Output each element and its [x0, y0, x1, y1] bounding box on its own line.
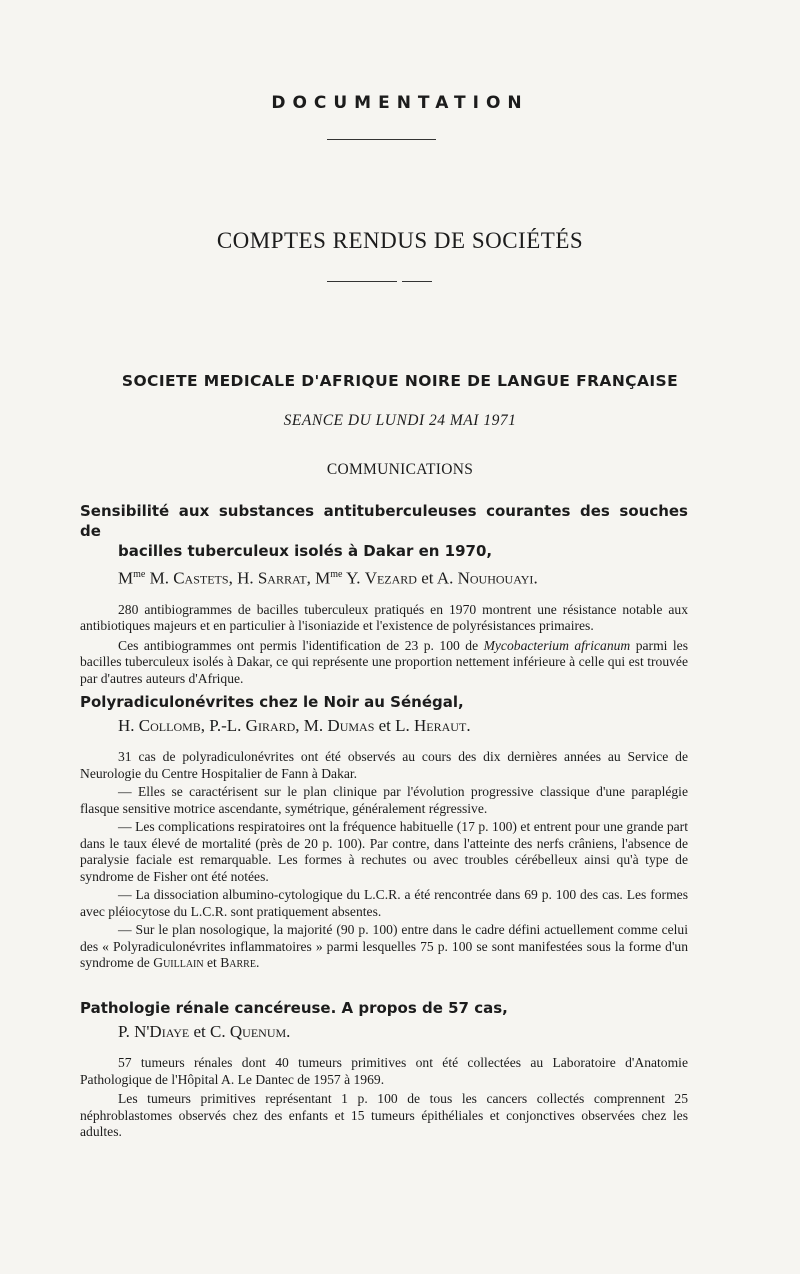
article-title-line: Pathologie rénale cancéreuse. A propos de 57 cas,: [80, 999, 508, 1017]
article: [80, 501, 688, 689]
section-heading: COMMUNICATIONS: [326, 461, 474, 478]
article-title-line: Polyradiculonévrites chez le Noir au Sénégal,: [80, 693, 464, 711]
paragraph: Les tumeurs primitives représentant 1 p. 100 de tous les cancers collectés comprennent 25 néphroblastomes observés chez des enfants et 15 tumeurs épithéliales et conjonctives observées chez les adultes.: [80, 1091, 688, 1139]
paragraph: 31 cas de polyradiculonévrites ont été observés au cours des dix dernières années au Service de Neurologie du Centre Hospitalier de Fann à Dakar.: [80, 749, 688, 781]
article-title-line: bacilles tuberculeux isolés à Dakar en 1970,: [118, 542, 493, 560]
paragraph: 280 antibiogrammes de bacilles tuberculeux pratiqués en 1970 montrent une résistance notable aux antibiotiques majeurs et en particulier à l'isoniazide et l'existence de polyrésistances primaires.: [80, 601, 688, 634]
paragraph: — La dissociation albumino-cytologique du L.C.R. a été rencontrée dans 69 p. 100 des cas. Les formes avec pléiocytose du L.C.R. sont pratiquement absentes.: [80, 887, 688, 919]
article-authors: P. N'Diaye et C. Quenum.: [118, 1022, 291, 1041]
paragraph: — Sur le plan nosologique, la majorité (90 p. 100) entre dans le cadre défini actuellement comme celui des « Polyradiculonévrites inflammatoires » parmi lesquelles 75 p. 100 se sont manifestées sous la forme d'un syndrome de Guillain et Barre.: [80, 922, 688, 970]
paragraph: Ces antibiogrammes ont permis l'identification de 23 p. 100 de Mycobacterium africanum parmi les bacilles tuberculeux isolés à Dakar, ce qui représente une proportion nettement inférieure à celle qui est trouvée par d'autres auteurs d'Afrique.: [80, 637, 688, 686]
running-head: DOCUMENTATION: [271, 93, 529, 113]
divider: [327, 281, 397, 282]
page-title: COMPTES RENDUS DE SOCIÉTÉS: [216, 228, 584, 253]
article-body: [80, 1055, 688, 1141]
paragraph: — Les complications respiratoires ont la fréquence habituelle (17 p. 100) et entrent pour une grande part dans le taux élevé de mortalité (près de 20 p. 100). Par contre, dans l'atteinte des nerfs crâniens, l'absence de paralysie faciale est remarquable. Les formes à rechutes ou avec troubles cérébelleux ainsi qu'à type de syndrome de Fisher ont été notées.: [80, 819, 688, 884]
article: [80, 692, 688, 974]
article-title: [80, 692, 688, 712]
article-authors: $M^{me}$ M. Castets, H. Sarrat, $M^{me}$ Y. Vezard et A. Nouhouayi.: [118, 568, 538, 588]
divider: [327, 139, 436, 140]
paragraph: 57 tumeurs rénales dont 40 tumeurs primitives ont été collectées au Laboratoire d'Anatomie Pathologique de l'Hôpital A. Le Dantec de 1957 à 1969.: [80, 1055, 688, 1087]
article-title: [80, 998, 688, 1018]
article: [80, 998, 688, 1143]
article-body: [80, 602, 688, 688]
article-title: [80, 501, 688, 561]
session-date: SEANCE DU LUNDI 24 MAI 1971: [283, 412, 517, 429]
article-authors: H. Collomb, P.-L. Girard, M. Dumas et L. Heraut.: [118, 716, 471, 735]
article-body: [80, 749, 688, 972]
paragraph: — Elles se caractérisent sur le plan clinique par l'évolution progressive classique d'une paraplégie flasque sensitive motrice ascendante, symétrique, généralement régressive.: [80, 784, 688, 816]
divider: [402, 281, 432, 282]
society-heading: SOCIETE MEDICALE D'AFRIQUE NOIRE DE LANGUE FRANÇAISE: [121, 372, 679, 390]
article-title-line: Sensibilité aux substances antituberculeuses courantes des souches de: [80, 502, 688, 540]
